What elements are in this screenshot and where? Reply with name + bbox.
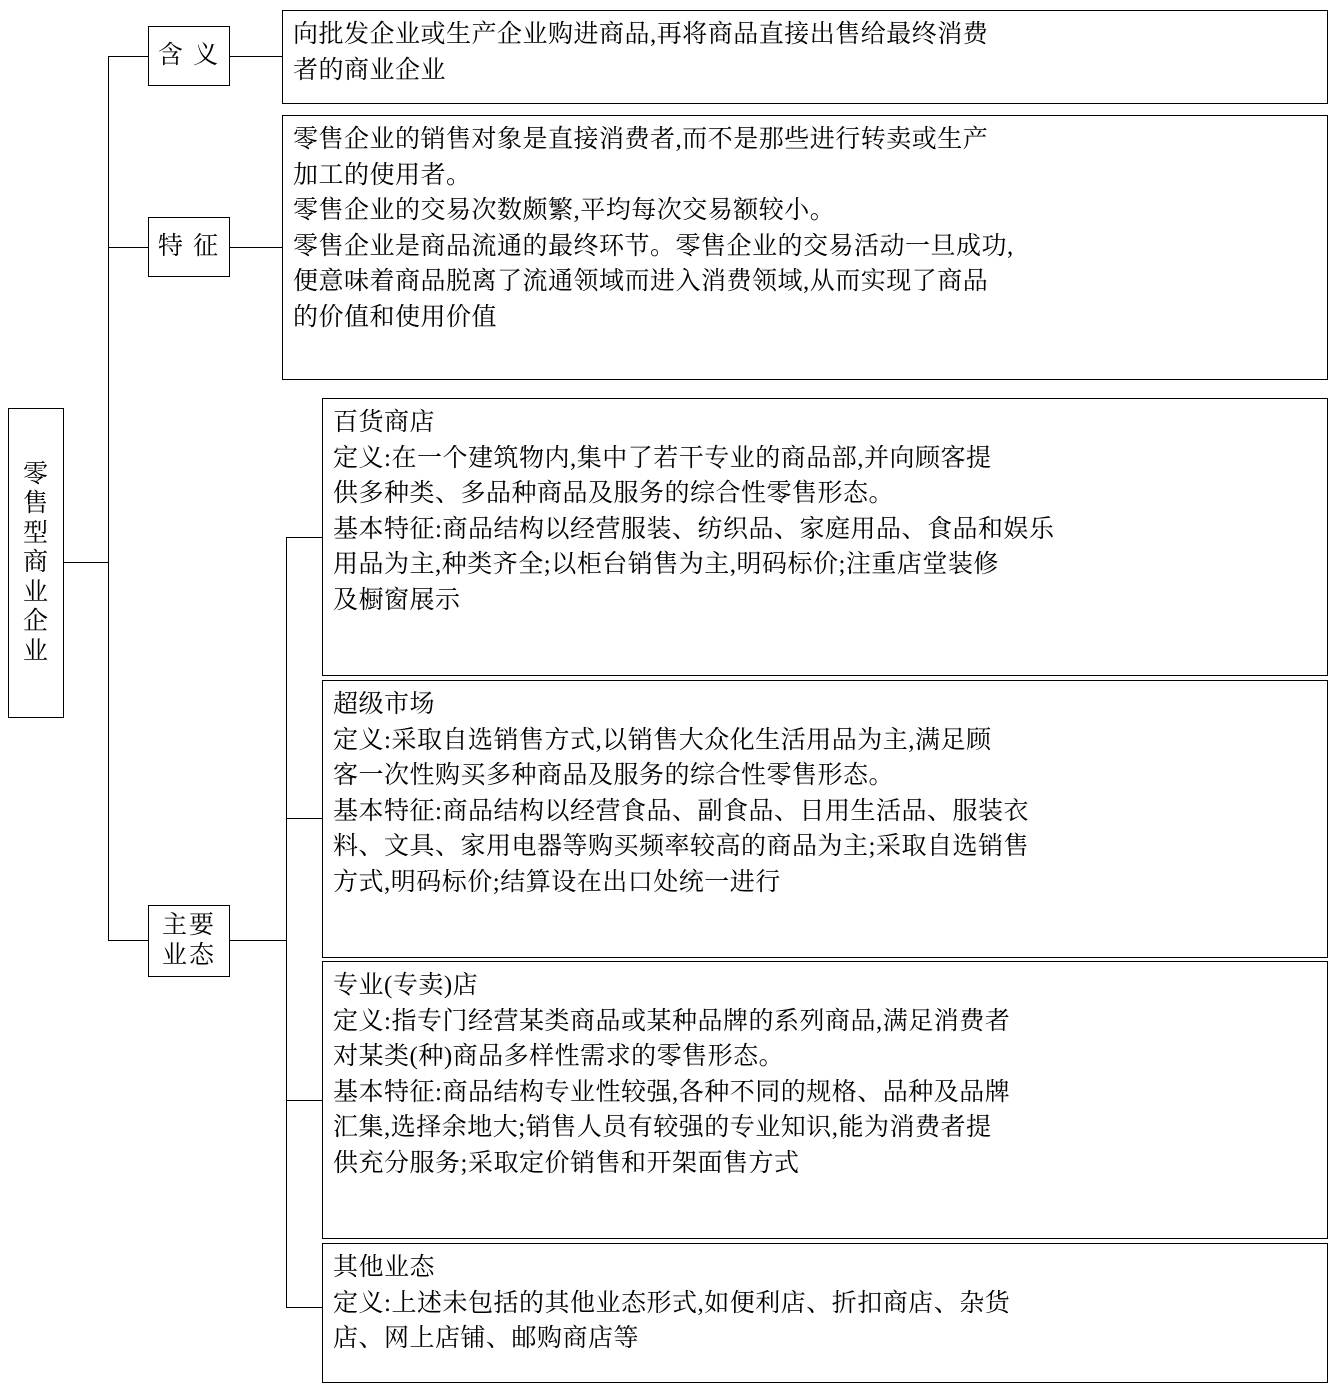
root-node [8,408,64,718]
node-title: 专业(专卖)店 [333,972,479,999]
content-line: 对某类(种)商品多样性需求的零售形态。 [333,1043,785,1070]
content-line: 店、网上店铺、邮购商店等 [333,1325,640,1352]
branch-label-tezheng [148,217,230,277]
content-line: 供多种类、多品种商品及服务的综合性零售形态。 [333,480,895,507]
content-line: 定义:指专门经营某类商品或某种品牌的系列商品,满足消费者 [333,1007,1011,1035]
connector-branch-tezheng [108,247,148,248]
content-line: 用品为主,种类齐全;以柜台销售为主,明码标价;注重店堂装修 [333,551,999,578]
content-line: 便意味着商品脱离了流通领域而进入消费领域,从而实现了商品 [293,268,989,295]
branch-label-hanyi [148,26,230,86]
root-char-3: 商 [22,549,49,577]
connector-branch-zhuyaoyetai [108,940,148,941]
content-box-baihuoshangdian [322,398,1328,676]
branch-label-zhuyaoyetai-line2: 业态 [161,942,216,969]
content-line: 基本特征:商品结构专业性较强,各种不同的规格、品种及品牌 [333,1078,1011,1106]
node-title: 百货商店 [333,409,436,436]
content-line: 基本特征:商品结构以经营食品、副食品、日用生活品、服装衣 [333,797,1029,825]
node-title: 超级市场 [333,691,436,718]
content-line: 方式,明码标价;结算设在出口处统一进行 [333,868,781,896]
branch-label-zhuyaoyetai-line1: 主要 [161,912,216,939]
connector-sub-chaojishichang [286,818,322,819]
root-char-1: 售 [22,490,49,518]
content-line: 的价值和使用价值 [293,303,498,331]
content-box-zhuanyedian [322,961,1328,1239]
content-box-hanyi [282,10,1328,104]
content-line: 定义:上述未包括的其他业态形式,如便利店、折扣商店、杂货 [333,1289,1011,1317]
branch-label-tezheng-text: 特 征 [157,233,221,260]
content-box-chaojishichang [322,680,1328,958]
content-line: 基本特征:商品结构以经营服装、纺织品、家庭用品、食品和娱乐 [333,515,1055,543]
connector-tezheng-content [230,247,282,248]
connector-sub-spine [286,537,287,1307]
content-line: 加工的使用者。 [293,161,472,189]
connector-sub-qitayetai [286,1307,322,1308]
content-line: 向批发企业或生产企业购进商品,再将商品直接出售给最终消费 [293,21,989,48]
connector-main-spine [108,56,109,940]
content-line: 定义:在一个建筑物内,集中了若干专业的商品部,并向顾客提 [333,444,992,472]
node-title: 其他业态 [333,1254,436,1281]
root-char-6: 业 [22,637,49,665]
root-char-0: 零 [22,460,49,488]
root-char-5: 企 [22,608,49,636]
content-box-tezheng [282,115,1328,380]
root-char-4: 业 [22,578,49,606]
connector-sub-baihuoshangdian [286,537,322,538]
branch-label-hanyi-text: 含 义 [157,42,221,69]
connector-sub-zhuanyedian [286,1100,322,1101]
content-line: 零售企业的销售对象是直接消费者,而不是那些进行转卖或生产 [293,126,989,153]
content-line: 供充分服务;采取定价销售和开架面售方式 [333,1149,800,1177]
connector-branch-hanyi [108,56,148,57]
content-line: 及橱窗展示 [333,586,461,614]
connector-zhuyaoyetai-subspine [230,940,286,941]
content-line: 者的商业企业 [293,56,447,84]
connector-root-spine [64,562,108,563]
branch-label-zhuyaoyetai [148,905,230,977]
content-line: 汇集,选择余地大;销售人员有较强的专业知识,能为消费者提 [333,1114,992,1141]
connector-hanyi-content [230,56,282,57]
content-box-qitayetai [322,1243,1328,1383]
content-line: 客一次性购买多种商品及服务的综合性零售形态。 [333,762,895,789]
content-line: 零售企业的交易次数颇繁,平均每次交易额较小。 [293,197,836,224]
content-line: 料、文具、家用电器等购买频率较高的商品为主;采取自选销售 [333,833,1029,860]
root-char-2: 型 [22,519,49,547]
content-line: 定义:采取自选销售方式,以销售大众化生活用品为主,满足顾 [333,726,992,754]
content-line: 零售企业是商品流通的最终环节。零售企业的交易活动一旦成功, [293,232,1014,260]
